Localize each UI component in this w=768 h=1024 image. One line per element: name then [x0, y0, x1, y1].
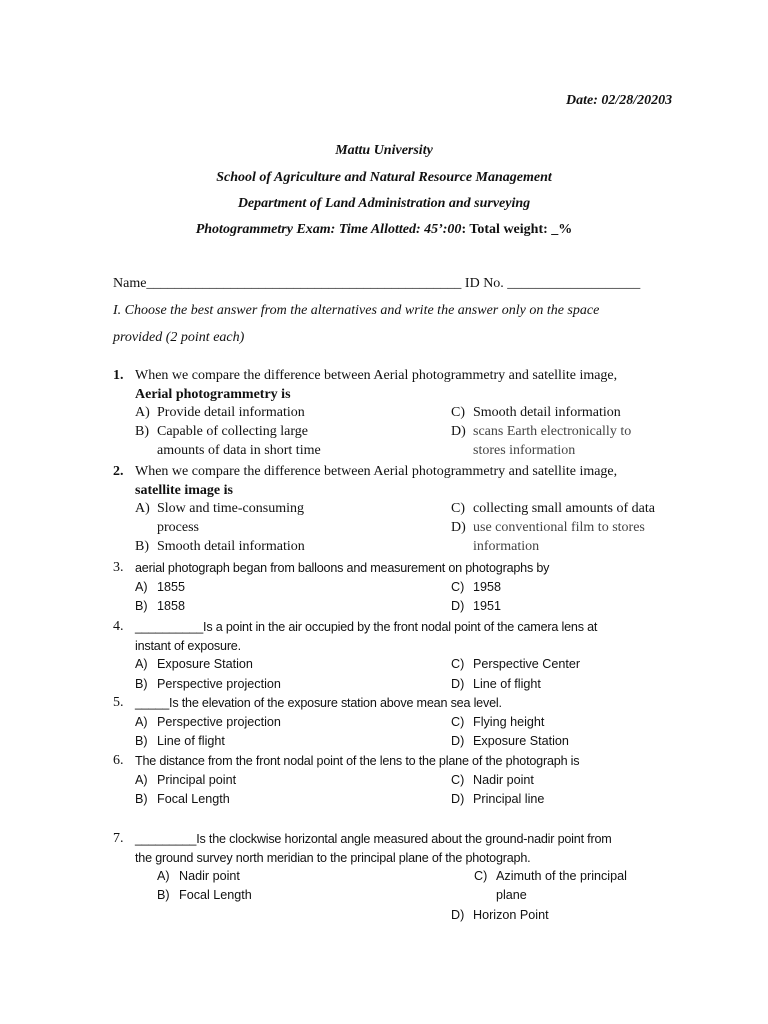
exam-date: Date: 02/28/20203: [566, 93, 673, 108]
question-text: aerial photograph began from balloons and measurement on photographs by: [135, 561, 550, 575]
exam-title: [0, 222, 768, 238]
option-c[interactable]: C) Nadir point: [451, 772, 534, 787]
question-number: 4.: [113, 619, 124, 634]
options: [135, 578, 683, 616]
option-a[interactable]: A) Provide detail information: [135, 405, 305, 420]
question-2: [113, 463, 683, 556]
question-1: [113, 367, 683, 460]
option-d[interactable]: D) use conventional film to stores information: [451, 520, 645, 554]
option-a[interactable]: A) Slow and time-consuming process: [135, 501, 304, 535]
options: [135, 500, 683, 556]
question-text: _____Is the elevation of the exposure station above mean sea level.: [135, 696, 502, 710]
option-d[interactable]: D) 1951: [451, 598, 502, 613]
option-b[interactable]: B) Focal Length: [135, 791, 230, 806]
question-text-line-1: _________Is the clockwise horizontal angle measured about the ground-nadir point from: [135, 832, 612, 846]
question-text: The distance from the front nodal point of the lens to the plane of the photograph is: [135, 754, 580, 768]
options: [135, 655, 683, 693]
university-name: Mattu University: [335, 143, 433, 158]
option-d[interactable]: D) Line of flight: [451, 677, 541, 691]
option-b[interactable]: B) Line of flight: [135, 733, 225, 748]
exam-time-allotted: Photogrammetry Exam: Time Allotted: 45’:00: [195, 222, 462, 237]
option-c[interactable]: C) Flying height: [451, 714, 545, 729]
option-b[interactable]: B) Focal Length: [157, 888, 252, 902]
question-number: 5.: [113, 695, 124, 710]
option-c[interactable]: C) 1958: [451, 579, 502, 594]
question-text: When we compare the difference between Aerial photogrammetry and satellite image,: [135, 464, 618, 479]
question-number: 3.: [113, 560, 124, 575]
name-id-line: Name_____________________________________________ ID No. ___________________: [113, 276, 641, 291]
school-name: School of Agriculture and Natural Resource Management: [216, 170, 552, 185]
question-number: 2.: [113, 464, 124, 479]
option-a[interactable]: A) 1855: [135, 579, 186, 594]
option-a[interactable]: A) Principal point: [135, 772, 237, 787]
option-a[interactable]: A) Nadir point: [157, 869, 240, 883]
option-c[interactable]: C) Perspective Center: [451, 657, 581, 671]
question-number: 7.: [113, 831, 124, 846]
option-b[interactable]: B) Smooth detail information: [135, 539, 305, 554]
option-b[interactable]: B) 1858: [135, 598, 186, 613]
question-6: [113, 752, 683, 809]
question-7: [113, 830, 688, 925]
option-d[interactable]: D) scans Earth electronically to stores information: [451, 424, 632, 458]
question-5: [113, 694, 683, 751]
exam-total-weight: : Total weight: _%: [461, 222, 573, 237]
department-name: Department of Land Administration and surveying: [237, 196, 531, 211]
question-number: 1.: [113, 368, 124, 383]
instructions-line-2: provided (2 point each): [113, 330, 245, 345]
option-b[interactable]: B) Capable of collecting large amounts of data in short time: [135, 424, 321, 458]
question-number: 6.: [113, 753, 124, 768]
instructions-line-1: I. Choose the best answer from the alternatives and write the answer only on the space: [113, 303, 600, 318]
question-text-bold: satellite image is: [135, 482, 233, 498]
option-a[interactable]: A) Perspective projection: [135, 714, 281, 729]
options: [135, 713, 683, 751]
question-text-line-2: instant of exposure.: [135, 638, 241, 653]
options: [157, 867, 688, 925]
option-c[interactable]: C) Smooth detail information: [451, 405, 621, 420]
question-3: [113, 559, 683, 616]
options: [135, 404, 683, 460]
option-b[interactable]: B) Perspective projection: [135, 677, 281, 691]
options: [135, 771, 683, 809]
question-4: [113, 618, 683, 693]
option-d[interactable]: D) Principal line: [451, 791, 545, 806]
option-c[interactable]: C) Azimuth of the principal plane: [474, 869, 627, 902]
option-a[interactable]: A) Exposure Station: [135, 657, 253, 671]
option-d[interactable]: D) Exposure Station: [451, 733, 569, 748]
question-text-bold: Aerial photogrammetry is: [135, 386, 291, 402]
option-d[interactable]: D) Horizon Point: [451, 908, 549, 922]
question-text-line-1: __________Is a point in the air occupied by the front nodal point of the camera lens at: [135, 620, 598, 634]
question-text-line-2: the ground survey north meridian to the principal plane of the photograph.: [135, 850, 531, 865]
question-text: When we compare the difference between Aerial photogrammetry and satellite image,: [135, 368, 618, 383]
option-c[interactable]: C) collecting small amounts of data: [451, 501, 655, 516]
